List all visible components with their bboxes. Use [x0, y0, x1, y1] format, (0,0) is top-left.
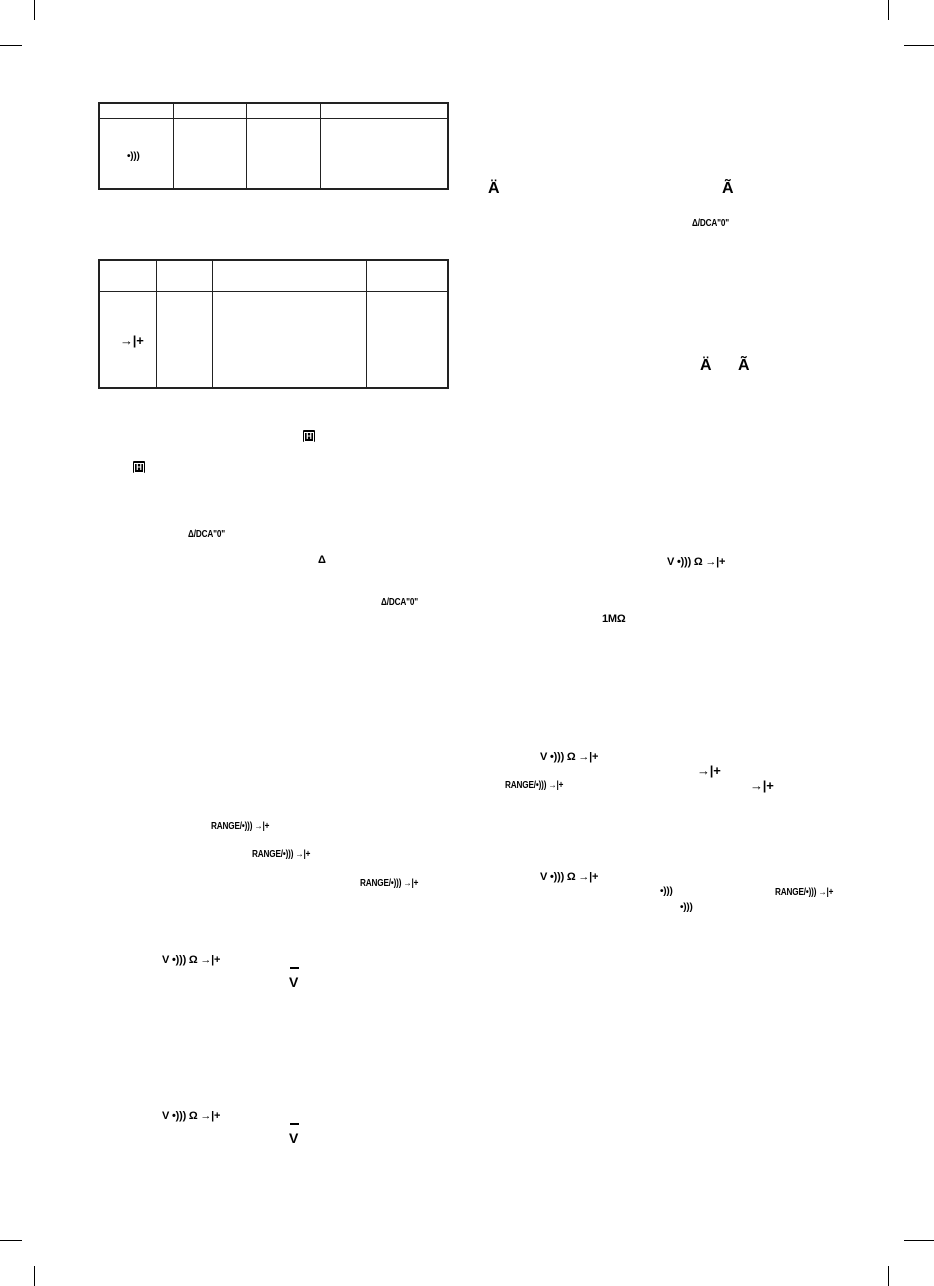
dc-volt-icon — [289, 1123, 299, 1148]
input-jack-symbol: V •))) Ω →|+ — [540, 871, 599, 883]
table-header-row — [100, 104, 447, 119]
diode-icon: →|+ — [750, 778, 774, 793]
continuity-beep-icon: •))) — [660, 886, 673, 897]
ac-volt-bar — [290, 967, 299, 973]
range-button-symbol: RANGE/•))) →|+ — [505, 780, 564, 791]
table-column-divider — [320, 104, 321, 188]
crop-mark — [34, 1266, 35, 1286]
crop-mark — [0, 1240, 22, 1241]
crop-mark — [34, 0, 35, 20]
hold-icon-label: H — [134, 463, 144, 473]
rel-dca-zero-symbol: Δ/DCA"0" — [381, 597, 418, 608]
ac-volt-icon — [289, 967, 299, 992]
continuity-table — [98, 102, 449, 190]
table-column-divider — [366, 261, 367, 387]
range-button-symbol: RANGE/•))) →|+ — [360, 878, 419, 889]
continuity-beep-icon: •))) — [680, 902, 693, 913]
input-jack-symbol: V •))) Ω →|+ — [667, 556, 726, 568]
dc-volt-letter: V — [289, 1130, 299, 1146]
hold-icon — [133, 461, 145, 473]
one-megohm-label: 1MΩ — [602, 613, 626, 625]
crop-mark — [0, 45, 22, 46]
table-column-divider — [246, 104, 247, 188]
a-tilde-glyph: Ã — [722, 180, 734, 197]
crop-mark — [888, 1266, 889, 1286]
ac-volt-letter: V — [289, 974, 299, 990]
table-column-divider — [156, 261, 157, 387]
crop-mark — [904, 1240, 934, 1241]
crop-mark — [888, 0, 889, 20]
input-jack-symbol: V •))) Ω →|+ — [162, 954, 221, 966]
continuity-beep-icon: •))) — [127, 151, 140, 162]
a-umlaut-glyph: Ä — [488, 180, 500, 197]
rel-dca-zero-symbol: Δ/DCA"0" — [692, 218, 729, 229]
hold-icon — [303, 430, 315, 442]
input-jack-symbol: V •))) Ω →|+ — [540, 751, 599, 763]
a-umlaut-glyph: Ä — [700, 357, 712, 374]
range-button-symbol: RANGE/•))) →|+ — [252, 849, 311, 860]
table-header-row — [100, 261, 447, 292]
diode-icon: →|+ — [120, 333, 144, 348]
range-button-symbol: RANGE/•))) →|+ — [775, 887, 834, 898]
rel-dca-zero-symbol: Δ/DCA"0" — [188, 529, 225, 540]
table-column-divider — [212, 261, 213, 387]
table-column-divider — [173, 104, 174, 188]
dc-volt-bar — [290, 1123, 299, 1129]
diode-table — [98, 259, 449, 389]
range-button-symbol: RANGE/•))) →|+ — [211, 821, 270, 832]
delta-symbol: Δ — [318, 554, 326, 566]
crop-mark — [904, 45, 934, 46]
diode-icon: →|+ — [697, 763, 721, 778]
a-tilde-glyph: Ã — [738, 357, 750, 374]
hold-icon-label: H — [304, 432, 314, 442]
input-jack-symbol: V •))) Ω →|+ — [162, 1110, 221, 1122]
